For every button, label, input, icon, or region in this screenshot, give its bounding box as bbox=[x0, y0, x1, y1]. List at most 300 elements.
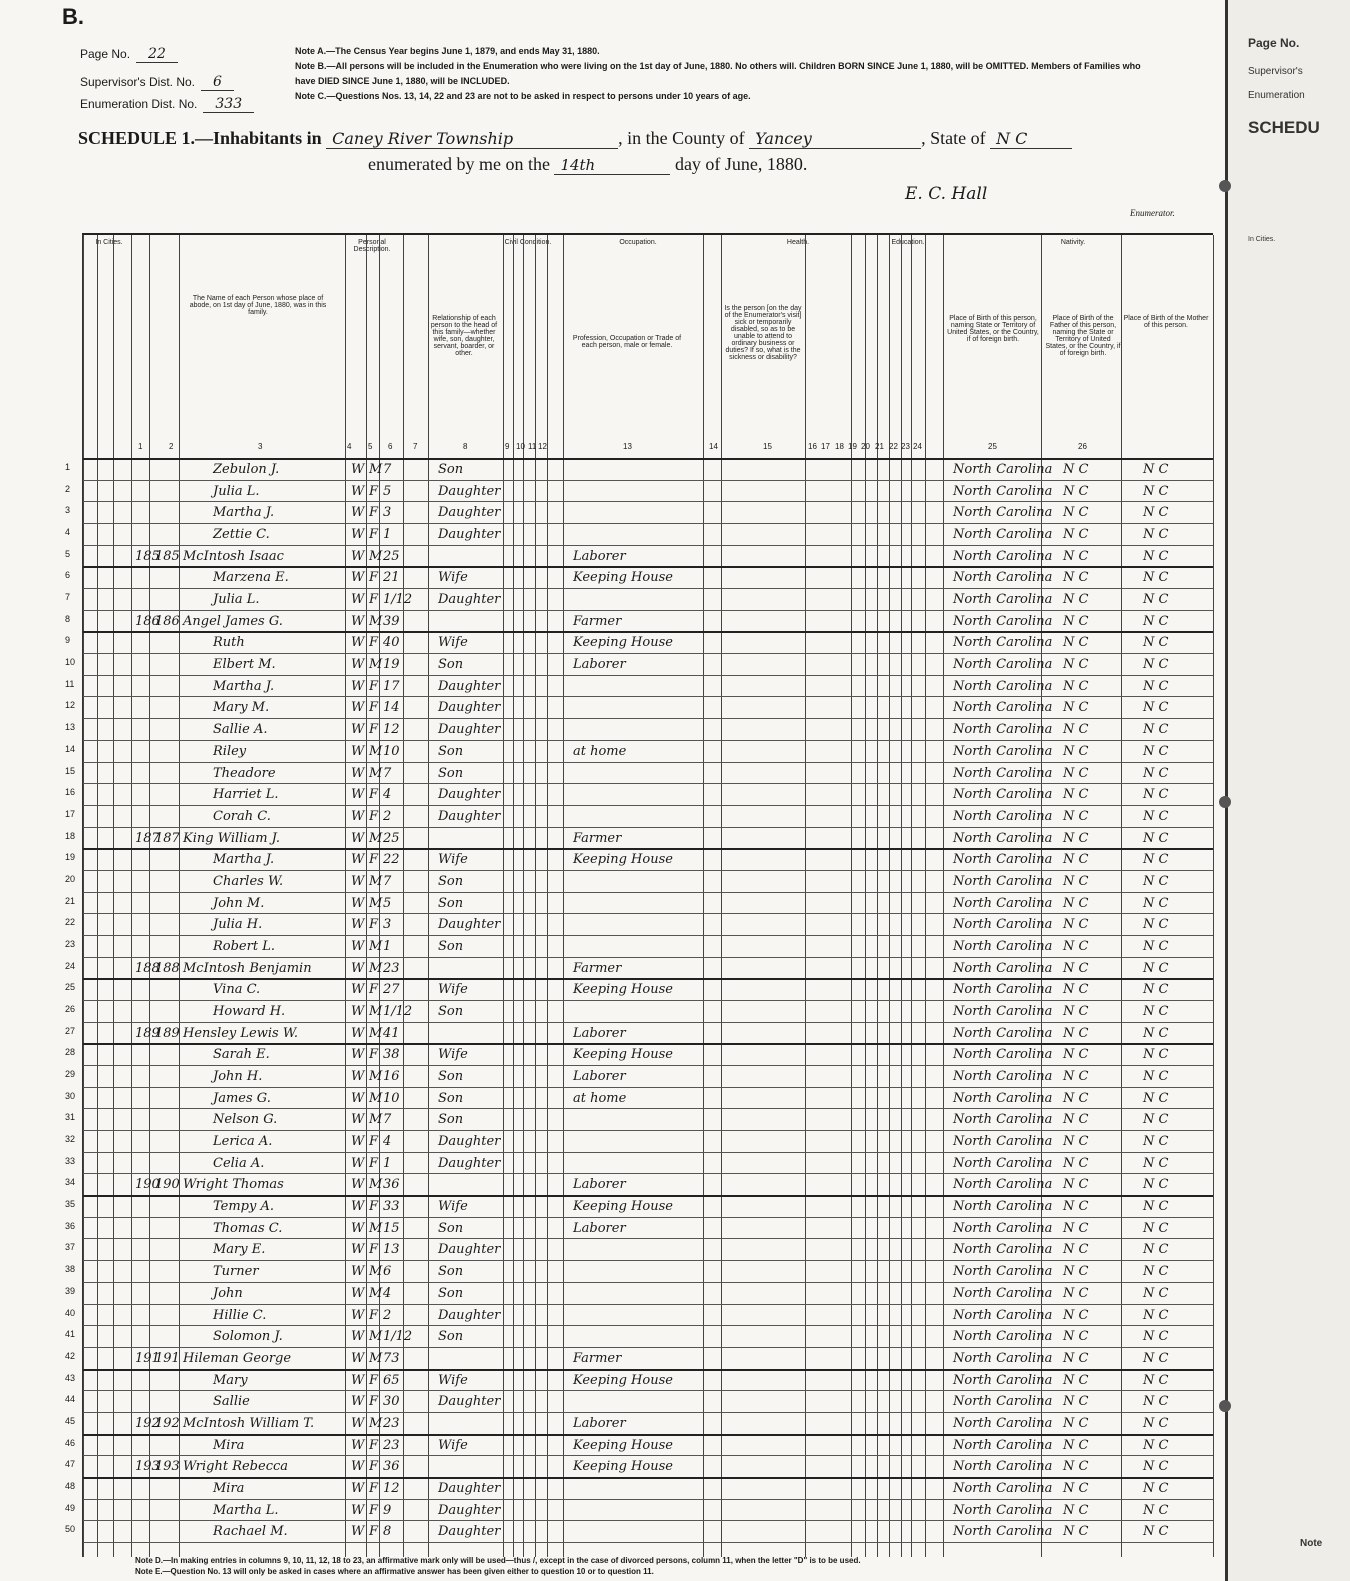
sex-cell: M bbox=[369, 1112, 383, 1128]
birthplace-cell: North Carolina bbox=[953, 1134, 1053, 1150]
father-birthplace-cell: N C bbox=[1063, 873, 1089, 889]
adjacent-page-no: Page No. bbox=[1248, 36, 1300, 50]
column-number: 23 bbox=[901, 442, 910, 451]
occupation-cell: Laborer bbox=[573, 1220, 626, 1236]
row-rule bbox=[83, 1152, 1213, 1153]
column-number: 4 bbox=[347, 442, 352, 451]
birthplace-cell: North Carolina bbox=[953, 1069, 1053, 1085]
column-number: 26 bbox=[1078, 442, 1087, 451]
column-number: 22 bbox=[889, 442, 898, 451]
sex-cell: M bbox=[369, 960, 383, 976]
row-number: 23 bbox=[65, 938, 76, 949]
adjacent-supervisor: Supervisor's bbox=[1248, 66, 1303, 77]
color-cell: W bbox=[351, 548, 365, 564]
birthplace-cell: North Carolina bbox=[953, 960, 1053, 976]
relationship-cell: Wife bbox=[438, 635, 468, 651]
table-row bbox=[65, 1371, 1213, 1393]
row-number: 1 bbox=[65, 462, 71, 472]
row-number: 42 bbox=[65, 1350, 76, 1361]
birthplace-cell: North Carolina bbox=[953, 1329, 1053, 1345]
father-birthplace-cell: N C bbox=[1063, 830, 1089, 846]
relationship-cell: Daughter bbox=[438, 1394, 501, 1410]
color-cell: W bbox=[351, 1004, 365, 1019]
row-rule bbox=[83, 783, 1213, 784]
column-number: 12 bbox=[538, 442, 547, 451]
birthplace-cell: North Carolina bbox=[953, 982, 1053, 998]
row-number: 14 bbox=[65, 743, 76, 754]
father-birthplace-cell: N C bbox=[1063, 1394, 1089, 1410]
color-cell: W bbox=[351, 852, 365, 868]
color-cell: W bbox=[351, 1480, 365, 1496]
age-cell: 10 bbox=[383, 1090, 400, 1106]
row-rule bbox=[83, 935, 1213, 936]
row-rule bbox=[83, 610, 1213, 611]
family-number: 189 bbox=[155, 1025, 180, 1041]
row-number: 43 bbox=[65, 1372, 76, 1383]
mother-birthplace-cell: N C bbox=[1143, 1090, 1169, 1106]
family-number: 188 bbox=[155, 960, 180, 976]
occupation-cell: Keeping House bbox=[573, 1199, 673, 1215]
father-birthplace-cell: N C bbox=[1063, 548, 1089, 564]
relationship-cell: Son bbox=[438, 1220, 464, 1236]
table-row bbox=[65, 1306, 1213, 1328]
birthplace-cell: North Carolina bbox=[953, 1480, 1053, 1496]
sex-cell: F bbox=[369, 1242, 379, 1258]
sex-cell: M bbox=[369, 548, 383, 564]
age-cell: 3 bbox=[383, 505, 392, 521]
age-cell: 13 bbox=[383, 1242, 400, 1258]
age-cell: 7 bbox=[383, 765, 392, 781]
person-name: Howard H. bbox=[213, 1004, 286, 1019]
occupation-cell: Farmer bbox=[573, 1350, 622, 1366]
column-number: 25 bbox=[988, 442, 997, 451]
age-cell: 30 bbox=[383, 1394, 400, 1410]
father-birthplace-cell: N C bbox=[1063, 1134, 1089, 1150]
row-number: 37 bbox=[65, 1242, 76, 1253]
row-rule bbox=[83, 1022, 1213, 1023]
age-cell: 7 bbox=[383, 873, 392, 889]
color-cell: W bbox=[351, 1437, 365, 1453]
row-number: 32 bbox=[65, 1134, 76, 1145]
father-birthplace-cell: N C bbox=[1063, 765, 1089, 781]
person-name: Nelson G. bbox=[213, 1112, 278, 1128]
table-row bbox=[65, 1045, 1213, 1067]
table-row bbox=[65, 503, 1213, 525]
person-name: Martha J. bbox=[213, 678, 275, 694]
birthplace-cell: North Carolina bbox=[953, 1220, 1053, 1236]
occupation-cell: Farmer bbox=[573, 830, 622, 846]
col-head-civil: Civil Condition. bbox=[504, 239, 552, 246]
sex-cell: F bbox=[369, 527, 379, 543]
sex-cell: F bbox=[369, 917, 379, 933]
occupation-cell: Keeping House bbox=[573, 1372, 673, 1388]
age-cell: 40 bbox=[383, 635, 400, 651]
row-number: 36 bbox=[65, 1220, 76, 1231]
table-row bbox=[65, 1024, 1213, 1046]
row-number: 7 bbox=[65, 592, 71, 603]
row-rule bbox=[83, 740, 1213, 741]
birthplace-cell: North Carolina bbox=[953, 1437, 1053, 1453]
note-d: Note D.—In making entries in columns 9, 10, 11, 12, 18 to 23, an affirmative mark only will be used—thus /, except in the case of divorced persons, column 11, when the letter "D" is to be used. bbox=[135, 1556, 861, 1565]
mother-birthplace-cell: N C bbox=[1143, 657, 1169, 673]
row-number: 4 bbox=[65, 527, 71, 538]
table-row bbox=[65, 1414, 1213, 1436]
person-name: Celia A. bbox=[213, 1155, 265, 1171]
birthplace-cell: North Carolina bbox=[953, 592, 1053, 608]
col-head-relationship: Relationship of each person to the head of this family—whether wife, son, daughter, servant, boarder, or other. bbox=[430, 315, 498, 357]
age-cell: 9 bbox=[383, 1502, 392, 1518]
row-rule bbox=[83, 1520, 1213, 1521]
occupation-cell: Farmer bbox=[573, 613, 622, 629]
row-rule bbox=[83, 1347, 1213, 1348]
row-number: 39 bbox=[65, 1285, 76, 1296]
sex-cell: F bbox=[369, 592, 379, 608]
adjacent-schedule: SCHEDU bbox=[1248, 118, 1320, 137]
table-row bbox=[65, 1284, 1213, 1306]
row-rule bbox=[83, 718, 1213, 719]
age-cell: 36 bbox=[383, 1459, 400, 1475]
father-birthplace-cell: N C bbox=[1063, 1090, 1089, 1106]
mother-birthplace-cell: N C bbox=[1143, 483, 1169, 499]
row-number: 16 bbox=[65, 787, 76, 798]
mother-birthplace-cell: N C bbox=[1143, 787, 1169, 803]
relationship-cell: Wife bbox=[438, 570, 468, 586]
birthplace-cell: North Carolina bbox=[953, 635, 1053, 651]
table-row bbox=[65, 698, 1213, 720]
table-row bbox=[65, 1457, 1213, 1479]
person-name: Julia L. bbox=[213, 483, 260, 499]
mother-birthplace-cell: N C bbox=[1143, 1459, 1169, 1475]
mother-birthplace-cell: N C bbox=[1143, 1134, 1169, 1150]
color-cell: W bbox=[351, 873, 365, 889]
color-cell: W bbox=[351, 1285, 365, 1301]
person-name: Wright Thomas bbox=[183, 1177, 284, 1193]
birthplace-cell: North Carolina bbox=[953, 1459, 1053, 1475]
person-name: Robert L. bbox=[213, 938, 275, 954]
row-rule bbox=[83, 1390, 1213, 1391]
color-cell: W bbox=[351, 982, 365, 998]
table-row bbox=[65, 568, 1213, 590]
occupation-cell: Laborer bbox=[573, 1177, 626, 1193]
enumeration-field bbox=[80, 96, 254, 112]
mother-birthplace-cell: N C bbox=[1143, 1437, 1169, 1453]
sex-cell: F bbox=[369, 787, 379, 803]
relationship-cell: Daughter bbox=[438, 1242, 501, 1258]
dwelling-number: 190 bbox=[135, 1177, 160, 1193]
row-number: 2 bbox=[65, 483, 71, 494]
schedule-prefix: SCHEDULE 1.—Inhabitants in bbox=[78, 128, 322, 148]
age-cell: 1/12 bbox=[383, 592, 413, 608]
person-name: Mary M. bbox=[213, 700, 270, 716]
birthplace-cell: North Carolina bbox=[953, 483, 1053, 499]
person-name: Sarah E. bbox=[213, 1047, 270, 1063]
row-number: 27 bbox=[65, 1025, 76, 1036]
father-birthplace-cell: N C bbox=[1063, 982, 1089, 998]
enumerator-label: Enumerator. bbox=[1130, 208, 1175, 218]
color-cell: W bbox=[351, 1372, 365, 1388]
age-cell: 22 bbox=[383, 852, 400, 868]
sex-cell: F bbox=[369, 635, 379, 651]
mother-birthplace-cell: N C bbox=[1143, 960, 1169, 976]
table-row bbox=[65, 1219, 1213, 1241]
row-rule bbox=[83, 523, 1213, 524]
sex-cell: M bbox=[369, 873, 383, 889]
row-rule bbox=[83, 480, 1213, 481]
note-b: Note B.—All persons will be included in the Enumeration who were living on the 1st day of June, 1880. No others will. Children BORN SINCE June 1, 1880, will be OMITTED. Members of Families who have DIED SINCE June 1, 1880, will be INCLUDED. bbox=[295, 61, 1141, 86]
mother-birthplace-cell: N C bbox=[1143, 765, 1169, 781]
person-name: Turner bbox=[213, 1264, 259, 1280]
father-birthplace-cell: N C bbox=[1063, 1264, 1089, 1280]
birthplace-cell: North Carolina bbox=[953, 1502, 1053, 1518]
person-name: Julia L. bbox=[213, 592, 260, 608]
table-row bbox=[65, 1479, 1213, 1501]
birthplace-cell: North Carolina bbox=[953, 570, 1053, 586]
row-rule bbox=[83, 805, 1213, 806]
father-birthplace-cell: N C bbox=[1063, 483, 1089, 499]
mother-birthplace-cell: N C bbox=[1143, 1372, 1169, 1388]
sex-cell: F bbox=[369, 678, 379, 694]
person-name: Sallie A. bbox=[213, 722, 268, 738]
father-birthplace-cell: N C bbox=[1063, 1437, 1089, 1453]
birthplace-cell: North Carolina bbox=[953, 1307, 1053, 1323]
age-cell: 8 bbox=[383, 1524, 392, 1540]
father-birthplace-cell: N C bbox=[1063, 917, 1089, 933]
table-row bbox=[65, 460, 1213, 482]
person-name: Sallie bbox=[213, 1394, 250, 1410]
color-cell: W bbox=[351, 592, 365, 608]
birthplace-cell: North Carolina bbox=[953, 1350, 1053, 1366]
color-cell: W bbox=[351, 462, 365, 477]
father-birthplace-cell: N C bbox=[1063, 657, 1089, 673]
relationship-cell: Son bbox=[438, 938, 464, 954]
father-birthplace-cell: N C bbox=[1063, 462, 1089, 477]
color-cell: W bbox=[351, 787, 365, 803]
sex-cell: M bbox=[369, 657, 383, 673]
mother-birthplace-cell: N C bbox=[1143, 1177, 1169, 1193]
row-number: 40 bbox=[65, 1307, 76, 1318]
row-number: 45 bbox=[65, 1415, 76, 1426]
footer-notes bbox=[135, 1555, 861, 1577]
person-name: Hileman George bbox=[183, 1350, 292, 1366]
supervisor-value: 6 bbox=[201, 74, 234, 91]
column-number: 10 bbox=[516, 442, 525, 451]
color-cell: W bbox=[351, 1307, 365, 1323]
table-row bbox=[65, 807, 1213, 829]
family-number: 191 bbox=[155, 1350, 180, 1366]
person-name: Mary E. bbox=[213, 1242, 266, 1258]
sex-cell: M bbox=[369, 1350, 383, 1366]
relationship-cell: Daughter bbox=[438, 1155, 501, 1171]
column-number: 1 bbox=[138, 442, 143, 451]
county-value: Yancey bbox=[749, 129, 921, 149]
occupation-cell: Farmer bbox=[573, 960, 622, 976]
occupation-cell: Laborer bbox=[573, 1025, 626, 1041]
mother-birthplace-cell: N C bbox=[1143, 1524, 1169, 1540]
sex-cell: M bbox=[369, 1069, 383, 1085]
row-rule bbox=[83, 1282, 1213, 1283]
color-cell: W bbox=[351, 895, 365, 911]
age-cell: 27 bbox=[383, 982, 400, 998]
adjacent-page bbox=[1225, 0, 1350, 1581]
person-name: Hensley Lewis W. bbox=[183, 1025, 299, 1041]
birthplace-cell: North Carolina bbox=[953, 1199, 1053, 1215]
table-row bbox=[65, 677, 1213, 699]
father-birthplace-cell: N C bbox=[1063, 1155, 1089, 1171]
color-cell: W bbox=[351, 483, 365, 499]
note-c: Note C.—Questions Nos. 13, 14, 22 and 23 are not to be asked in respect to persons under 10 years of age. bbox=[295, 91, 751, 101]
person-name: Lerica A. bbox=[213, 1134, 273, 1150]
father-birthplace-cell: N C bbox=[1063, 1502, 1089, 1518]
occupation-cell: Laborer bbox=[573, 548, 626, 564]
birthplace-cell: North Carolina bbox=[953, 527, 1053, 543]
row-number: 33 bbox=[65, 1155, 76, 1166]
table-row bbox=[65, 1240, 1213, 1262]
column-number: 7 bbox=[413, 442, 418, 451]
age-cell: 3 bbox=[383, 917, 392, 933]
column-number: 3 bbox=[258, 442, 263, 451]
row-number: 26 bbox=[65, 1004, 76, 1014]
row-number: 34 bbox=[65, 1177, 76, 1188]
supervisor-field bbox=[80, 74, 234, 90]
age-cell: 1/12 bbox=[383, 1329, 413, 1345]
relationship-cell: Son bbox=[438, 1090, 464, 1106]
row-rule bbox=[83, 827, 1213, 828]
note-e: Note E.—Question No. 13 will only be asked in cases where an affirmative answer has been given either to question 10 or to question 11. bbox=[135, 1567, 654, 1576]
sex-cell: F bbox=[369, 1459, 379, 1475]
sex-cell: F bbox=[369, 1307, 379, 1323]
color-cell: W bbox=[351, 1047, 365, 1063]
mother-birthplace-cell: N C bbox=[1143, 1069, 1169, 1085]
occupation-cell: Keeping House bbox=[573, 570, 673, 586]
person-name: Charles W. bbox=[213, 873, 284, 889]
relationship-cell: Wife bbox=[438, 1372, 468, 1388]
color-cell: W bbox=[351, 1242, 365, 1258]
color-cell: W bbox=[351, 613, 365, 629]
column-number: 2 bbox=[169, 442, 174, 451]
relationship-cell: Daughter bbox=[438, 808, 501, 824]
relationship-cell: Son bbox=[438, 1329, 464, 1345]
table-row bbox=[65, 1110, 1213, 1132]
sex-cell: F bbox=[369, 1437, 379, 1453]
person-name: Martha J. bbox=[213, 852, 275, 868]
row-rule bbox=[83, 1455, 1213, 1456]
father-birthplace-cell: N C bbox=[1063, 505, 1089, 521]
relationship-cell: Daughter bbox=[438, 700, 501, 716]
person-name: Rachael M. bbox=[213, 1524, 288, 1540]
row-number: 19 bbox=[65, 852, 76, 863]
person-name: McIntosh Isaac bbox=[183, 548, 284, 564]
sex-cell: F bbox=[369, 1502, 379, 1518]
dwelling-number: 192 bbox=[135, 1415, 160, 1431]
mother-birthplace-cell: N C bbox=[1143, 1350, 1169, 1366]
occupation-cell: at home bbox=[573, 743, 627, 759]
color-cell: W bbox=[351, 1394, 365, 1410]
column-number: 17 bbox=[821, 442, 830, 451]
row-number: 41 bbox=[65, 1329, 76, 1340]
sex-cell: M bbox=[369, 1264, 383, 1280]
enumeration-label: Enumeration Dist. No. bbox=[80, 97, 198, 111]
binding-ring bbox=[1219, 1400, 1231, 1412]
dwelling-number: 187 bbox=[135, 830, 160, 846]
row-number: 21 bbox=[65, 895, 76, 906]
person-name: Angel James G. bbox=[183, 613, 283, 629]
color-cell: W bbox=[351, 1264, 365, 1280]
family-number: 186 bbox=[155, 613, 180, 629]
col-head-education: Education. bbox=[891, 239, 925, 246]
sex-cell: F bbox=[369, 1155, 379, 1171]
relationship-cell: Son bbox=[438, 1004, 464, 1019]
mother-birthplace-cell: N C bbox=[1143, 527, 1169, 543]
birthplace-cell: North Carolina bbox=[953, 917, 1053, 933]
mother-birthplace-cell: N C bbox=[1143, 982, 1169, 998]
birthplace-cell: North Carolina bbox=[953, 548, 1053, 564]
row-rule bbox=[83, 1108, 1213, 1109]
age-cell: 17 bbox=[383, 678, 400, 694]
person-name: Hillie C. bbox=[213, 1307, 267, 1323]
col-head-personal: Personal Description. bbox=[353, 239, 391, 253]
age-cell: 36 bbox=[383, 1177, 400, 1193]
row-number: 18 bbox=[65, 830, 76, 841]
row-rule bbox=[83, 1412, 1213, 1413]
color-cell: W bbox=[351, 1155, 365, 1171]
birthplace-cell: North Carolina bbox=[953, 1112, 1053, 1128]
sex-cell: F bbox=[369, 808, 379, 824]
row-rule bbox=[83, 1325, 1213, 1326]
color-cell: W bbox=[351, 505, 365, 521]
person-name: Vina C. bbox=[213, 982, 261, 998]
relationship-cell: Daughter bbox=[438, 483, 501, 499]
table-row bbox=[65, 525, 1213, 547]
color-cell: W bbox=[351, 808, 365, 824]
family-number: 187 bbox=[155, 830, 180, 846]
sex-cell: M bbox=[369, 1415, 383, 1431]
enumeration-value: 333 bbox=[203, 96, 254, 113]
table-row bbox=[65, 1392, 1213, 1414]
person-name: Tempy A. bbox=[213, 1199, 275, 1215]
row-rule bbox=[83, 892, 1213, 893]
row-number: 48 bbox=[65, 1480, 76, 1491]
relationship-cell: Son bbox=[438, 1112, 464, 1128]
age-cell: 2 bbox=[383, 808, 392, 824]
supervisor-label: Supervisor's Dist. No. bbox=[80, 75, 195, 89]
table-row bbox=[65, 785, 1213, 807]
age-cell: 4 bbox=[383, 1134, 392, 1150]
color-cell: W bbox=[351, 657, 365, 673]
age-cell: 2 bbox=[383, 1307, 392, 1323]
col-head-father: Place of Birth of the Father of this person, naming the State or Territory of United States, or the Country, if of foreign birth. bbox=[1045, 315, 1121, 357]
person-name: Ruth bbox=[213, 635, 245, 651]
table-row bbox=[65, 1067, 1213, 1089]
column-number: 11 bbox=[528, 442, 537, 451]
birthplace-cell: North Carolina bbox=[953, 1372, 1053, 1388]
mother-birthplace-cell: N C bbox=[1143, 592, 1169, 608]
age-cell: 1/12 bbox=[383, 1004, 413, 1019]
col-head-nativity: Nativity. bbox=[1060, 239, 1086, 246]
row-number: 25 bbox=[65, 982, 76, 993]
age-cell: 1 bbox=[383, 527, 392, 543]
row-number: 15 bbox=[65, 765, 76, 776]
occupation-cell: Laborer bbox=[573, 657, 626, 673]
column-number: 13 bbox=[623, 442, 632, 451]
relationship-cell: Wife bbox=[438, 982, 468, 998]
dwelling-number: 186 bbox=[135, 613, 160, 629]
birthplace-cell: North Carolina bbox=[953, 1177, 1053, 1193]
sex-cell: M bbox=[369, 1329, 383, 1345]
family-number: 190 bbox=[155, 1177, 180, 1193]
table-row bbox=[65, 872, 1213, 894]
row-number: 5 bbox=[65, 548, 71, 559]
father-birthplace-cell: N C bbox=[1063, 1350, 1089, 1366]
